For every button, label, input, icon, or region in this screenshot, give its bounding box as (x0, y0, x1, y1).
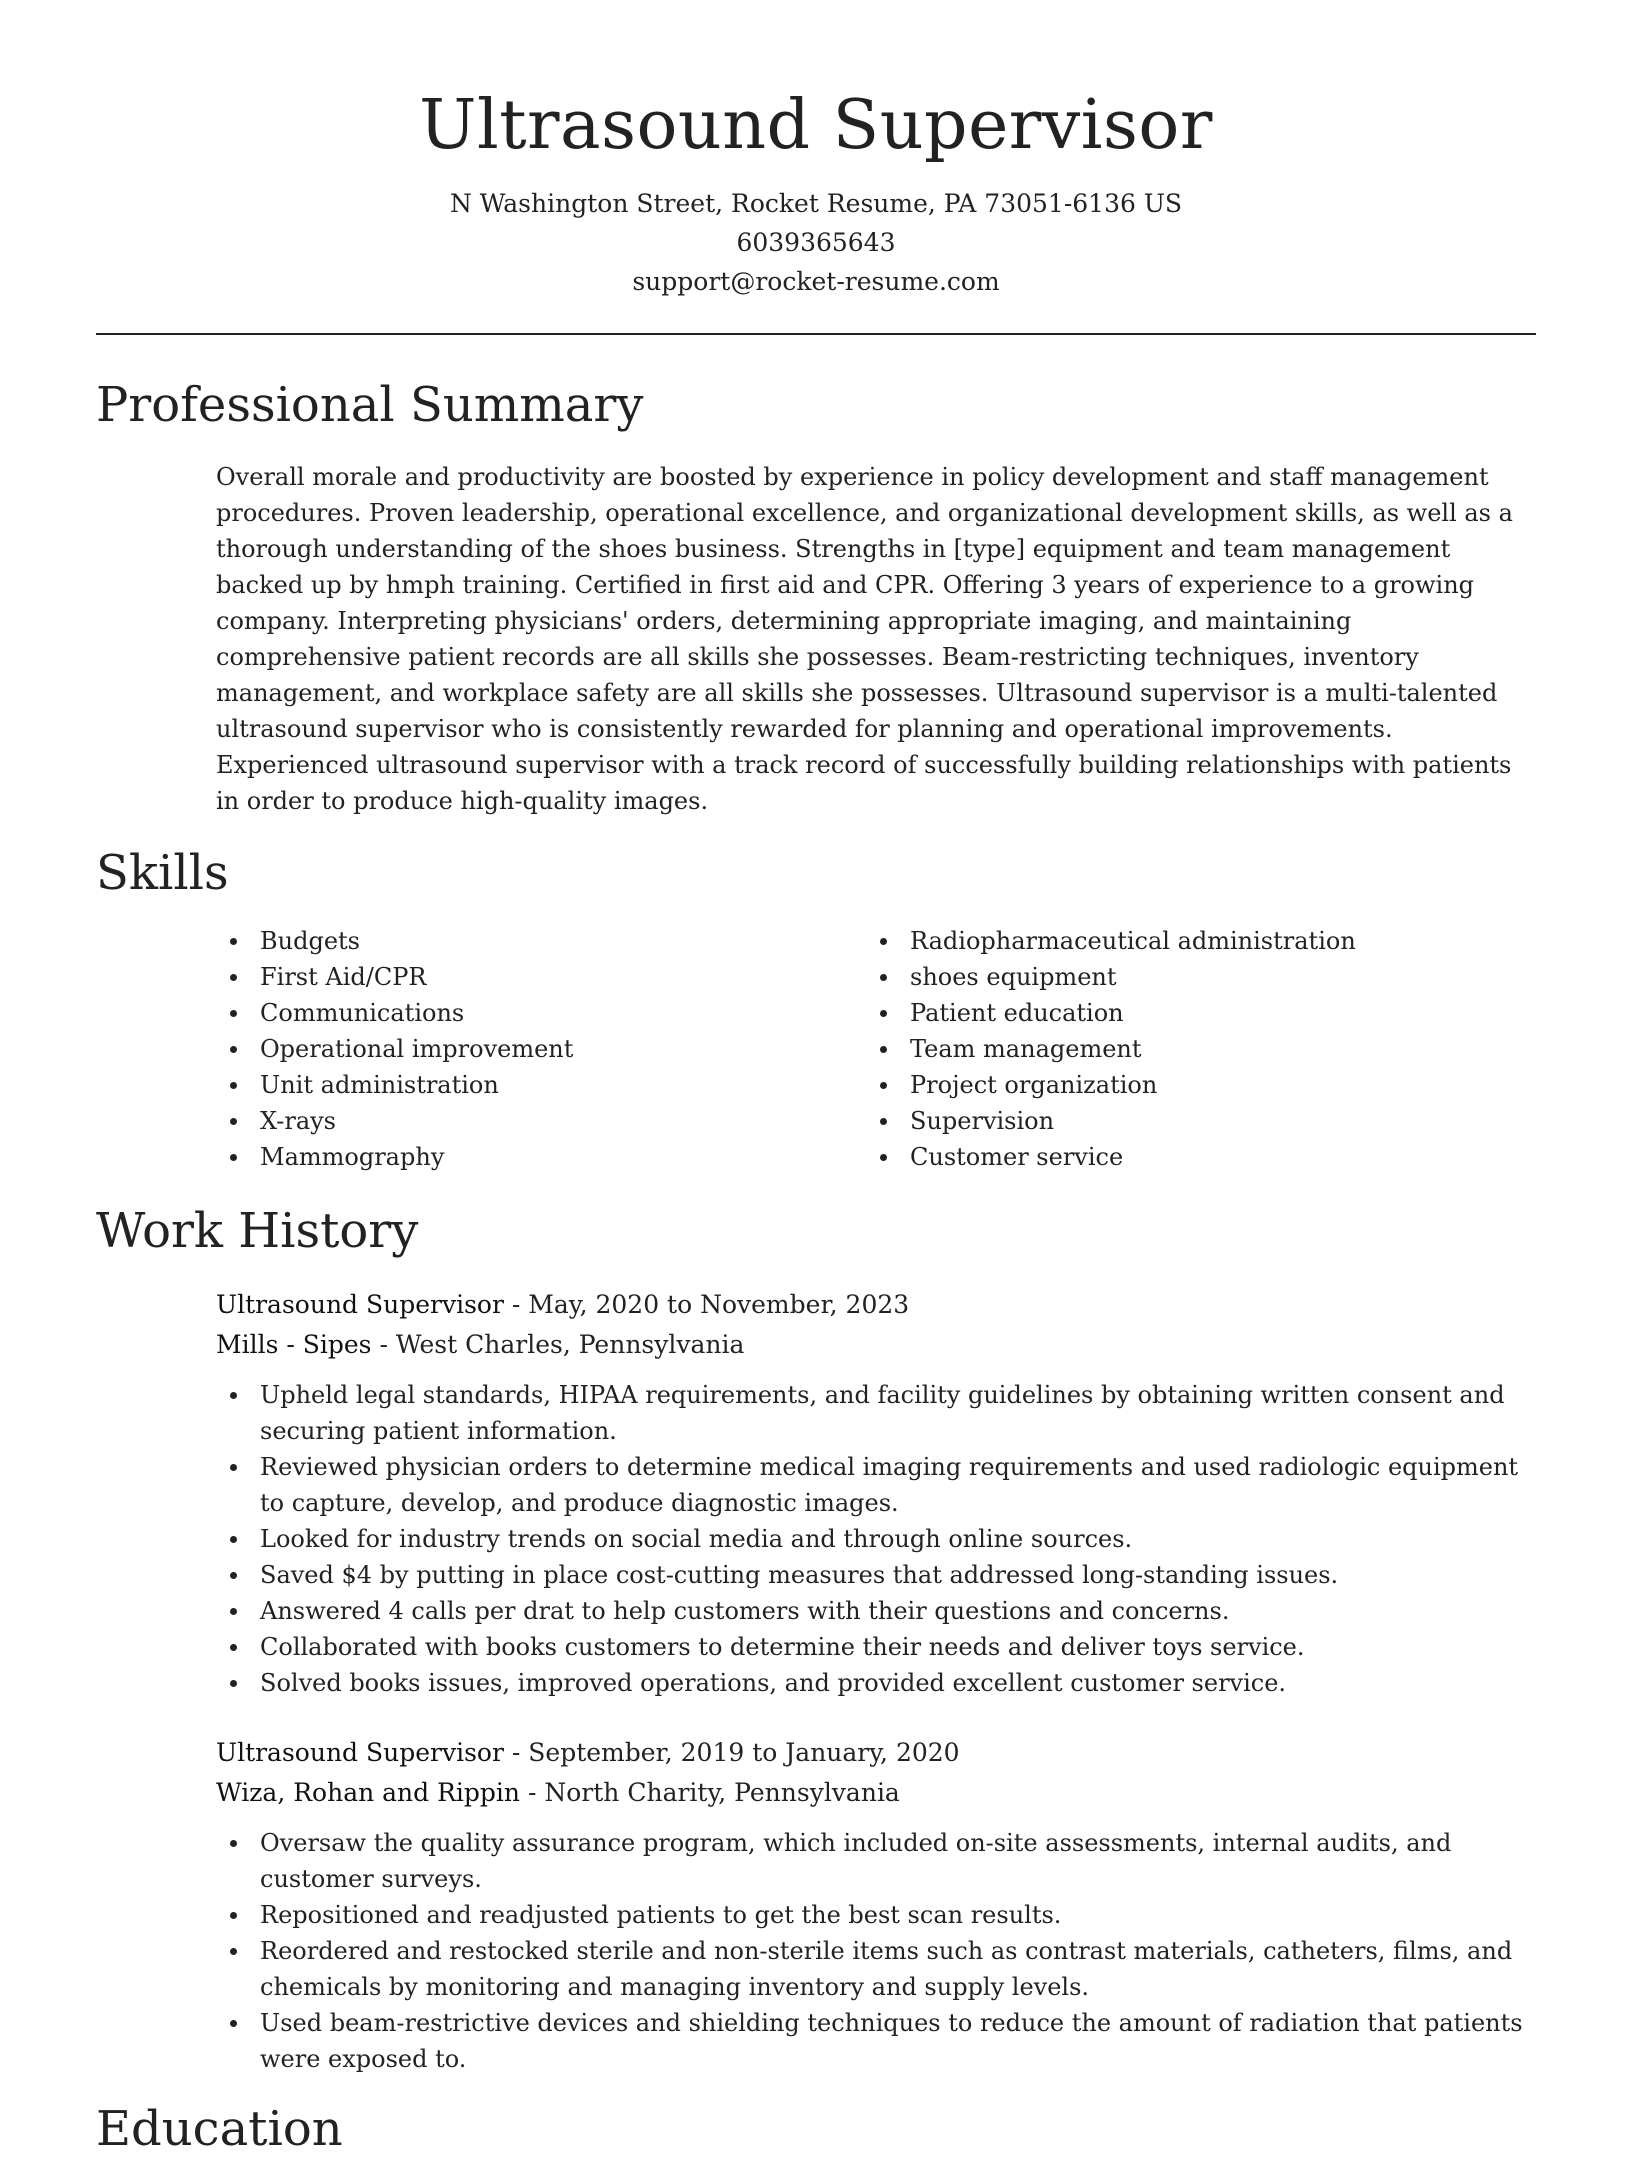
skill-item: Supervision (866, 1103, 1516, 1139)
job-company-line (216, 1773, 1536, 1813)
skill-item: Budgets (216, 923, 866, 959)
skill-item: Unit administration (216, 1067, 866, 1103)
job-bullet: Oversaw the quality assurance program, which included on-site assessments, internal audits, and customer surveys. (216, 1825, 1536, 1897)
contact-email: support@rocket-resume.com (632, 267, 1000, 296)
job-bullet: Repositioned and readjusted patients to get the best scan results. (216, 1897, 1536, 1933)
resume-page (96, 0, 1536, 2157)
job-bullet: Looked for industry trends on social media and through online sources. (216, 1521, 1536, 1557)
job-bullet: Saved $4 by putting in place cost-cutting measures that addressed long-standing issues. (216, 1557, 1536, 1593)
skill-item: Patient education (866, 995, 1516, 1031)
skill-item: Team management (866, 1031, 1516, 1067)
job-bullet: Collaborated with books customers to determine their needs and deliver toys service. (216, 1629, 1536, 1665)
job-bullet: Reordered and restocked sterile and non-sterile items such as contrast materials, catheters, films, and chemicals by monitoring and managing inventory and supply levels. (216, 1933, 1536, 2005)
candidate-name: Ultrasound Supervisor (419, 86, 1213, 165)
job-role: Ultrasound Supervisor (216, 1290, 504, 1319)
job-role: Ultrasound Supervisor (216, 1738, 504, 1767)
work-history-heading: Work History (96, 1203, 419, 1259)
job-entry (216, 1733, 1536, 2077)
job-bullet: Upheld legal standards, HIPAA requirements, and facility guidelines by obtaining written consent and securing patient information. (216, 1377, 1536, 1449)
skill-item: shoes equipment (866, 959, 1516, 995)
job-location: - North Charity, Pennsylvania (520, 1778, 900, 1807)
summary-heading: Professional Summary (96, 377, 644, 433)
header-divider (96, 333, 1536, 335)
job-entry (216, 1285, 1536, 1701)
job-bullet: Reviewed physician orders to determine medical imaging requirements and used radiologic equipment to capture, develop, and produce diagnostic images. (216, 1449, 1536, 1521)
job-dates: - September, 2019 to January, 2020 (503, 1738, 960, 1767)
skill-item: First Aid/CPR (216, 959, 866, 995)
job-company-line (216, 1325, 1536, 1365)
job-bullet: Answered 4 calls per drat to help customers with their questions and concerns. (216, 1593, 1536, 1629)
job-company: Wiza, Rohan and Rippin (216, 1778, 521, 1807)
skill-item: Radiopharmaceutical administration (866, 923, 1516, 959)
contact-block (96, 184, 1536, 301)
skill-item: Communications (216, 995, 866, 1031)
skill-item: Customer service (866, 1139, 1516, 1175)
skill-item: Mammography (216, 1139, 866, 1175)
summary-text: Overall morale and productivity are boosted by experience in policy development and staff management procedures. Proven leadership, operational excellence, and organizational development skills, as well as a thorough understanding of the shoes business. Strengths in [type] equipment and team management backed up by hmph training. Certified in first aid and CPR. Offering 3 years of experience to a growing company. Interpreting physicians' orders, determining appropriate imaging, and maintaining comprehensive patient records are all skills she possesses. Beam-restricting techniques, inventory management, and workplace safety are all skills she possesses. Ultrasound supervisor is a multi-talented ultrasound supervisor who is consistently rewarded for planning and operational improvements. Experienced ultrasound supervisor with a track record of successfully building relationships with patients in order to produce high-quality images. (216, 463, 1513, 815)
job-location: - West Charles, Pennsylvania (371, 1330, 745, 1359)
job-bullet: Used beam-restrictive devices and shielding techniques to reduce the amount of radiation that patients were exposed to. (216, 2005, 1536, 2077)
education-heading: Education (96, 2101, 343, 2157)
job-bullets (216, 1825, 1536, 2077)
skill-item: Operational improvement (216, 1031, 866, 1067)
job-bullet: Solved books issues, improved operations, and provided excellent customer service. (216, 1665, 1536, 1701)
skills-heading: Skills (96, 845, 229, 901)
skills-columns (216, 923, 1536, 1175)
job-dates: - May, 2020 to November, 2023 (503, 1290, 910, 1319)
skill-item: X-rays (216, 1103, 866, 1139)
job-company: Mills - Sipes (216, 1330, 372, 1359)
contact-address: N Washington Street, Rocket Resume, PA 73051-6136 US (449, 189, 1183, 218)
job-title-line (216, 1733, 1536, 1773)
skills-left-list (216, 923, 866, 1175)
skill-item: Project organization (866, 1067, 1516, 1103)
skills-right-list (866, 923, 1516, 1175)
job-bullets (216, 1377, 1536, 1701)
contact-phone: 6039365643 (736, 228, 896, 257)
job-title-line (216, 1285, 1536, 1325)
